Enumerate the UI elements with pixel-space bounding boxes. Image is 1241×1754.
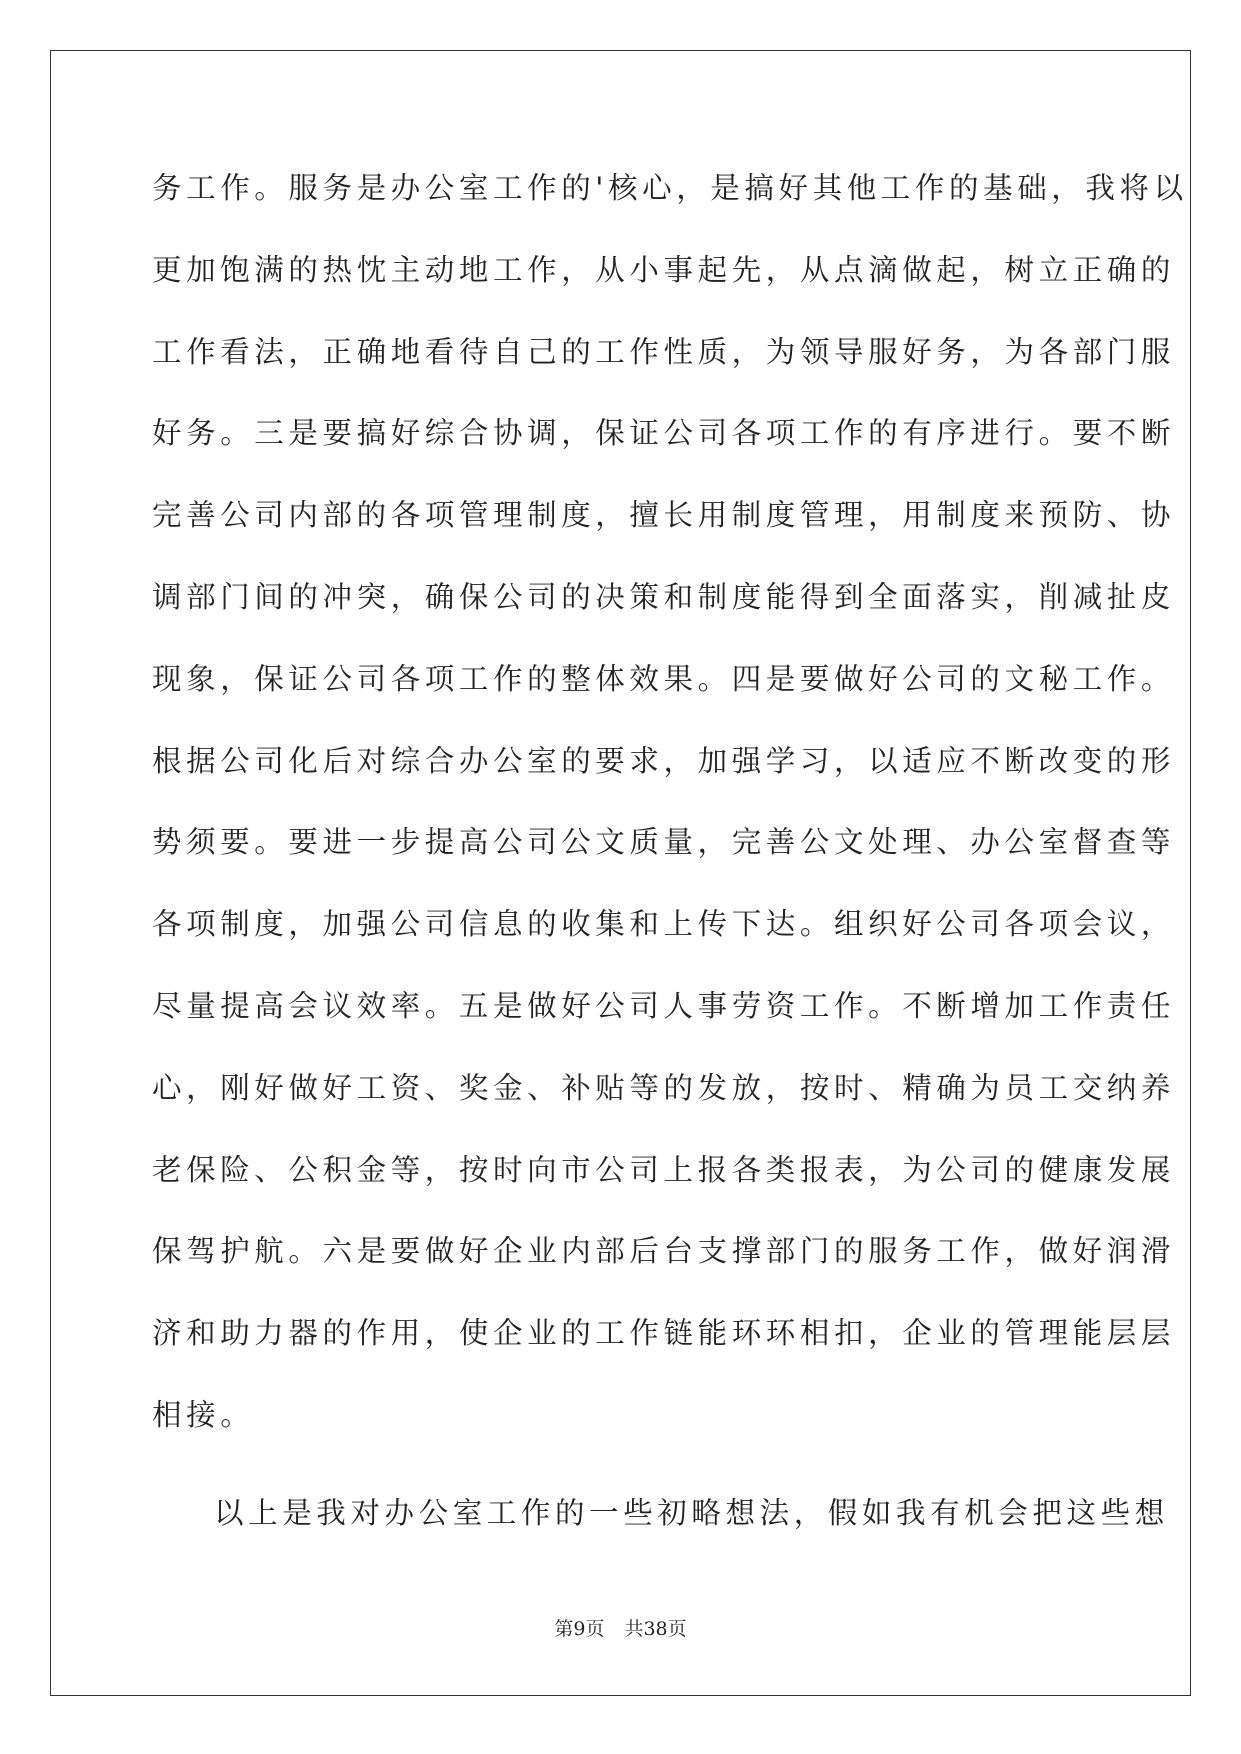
text-line: 济和助力器的作用，使企业的工作链能环环相扣，企业的管理能层层 bbox=[152, 1316, 1176, 1351]
paragraph-2-line: 以上是我对办公室工作的一些初略想法，假如我有机会把这些想 bbox=[214, 1495, 1169, 1530]
text-line: 好务。三是要搞好综合协调，保证公司各项工作的有序进行。要不断 bbox=[152, 416, 1176, 451]
text-line: 各项制度，加强公司信息的收集和上传下达。组织好公司各项会议， bbox=[152, 907, 1176, 942]
document-body bbox=[152, 164, 1188, 1571]
text-line: 现象，保证公司各项工作的整体效果。四是要做好公司的文秘工作。 bbox=[152, 661, 1176, 696]
text-line: 势须要。要进一步提高公司公文质量，完善公文处理、办公室督查等 bbox=[152, 825, 1176, 860]
text-line: 尽量提高会议效率。五是做好公司人事劳资工作。不断增加工作责任 bbox=[152, 988, 1176, 1023]
text-line: 保驾护航。六是要做好企业内部后台支撑部门的服务工作，做好润滑 bbox=[152, 1234, 1176, 1269]
page-footer bbox=[0, 1614, 1241, 1641]
page-number: 第9页 bbox=[554, 1618, 605, 1640]
text-line: 工作看法，正确地看待自己的工作性质，为领导服好务，为各部门服 bbox=[152, 334, 1176, 369]
text-line: 更加饱满的热忱主动地工作，从小事起先，从点滴做起，树立正确的 bbox=[152, 252, 1176, 287]
text-line: 务工作。服务是办公室工作的'核心，是搞好其他工作的基础，我将以 bbox=[152, 171, 1188, 205]
text-line: 完善公司内部的各项管理制度，擅长用制度管理，用制度来预防、协 bbox=[152, 498, 1176, 533]
text-line: 根据公司化后对综合办公室的要求，加强学习，以适应不断改变的形 bbox=[152, 743, 1176, 778]
text-line: 调部门间的冲突，确保公司的决策和制度能得到全面落实，削减扯皮 bbox=[152, 579, 1176, 614]
text-line: 相接。 bbox=[152, 1397, 255, 1432]
text-line: 老保险、公积金等，按时向市公司上报各类报表，为公司的健康发展 bbox=[152, 1152, 1176, 1187]
text-line: 心，刚好做好工资、奖金、补贴等的发放，按时、精确为员工交纳养 bbox=[152, 1070, 1176, 1105]
page-total: 共38页 bbox=[624, 1618, 687, 1640]
